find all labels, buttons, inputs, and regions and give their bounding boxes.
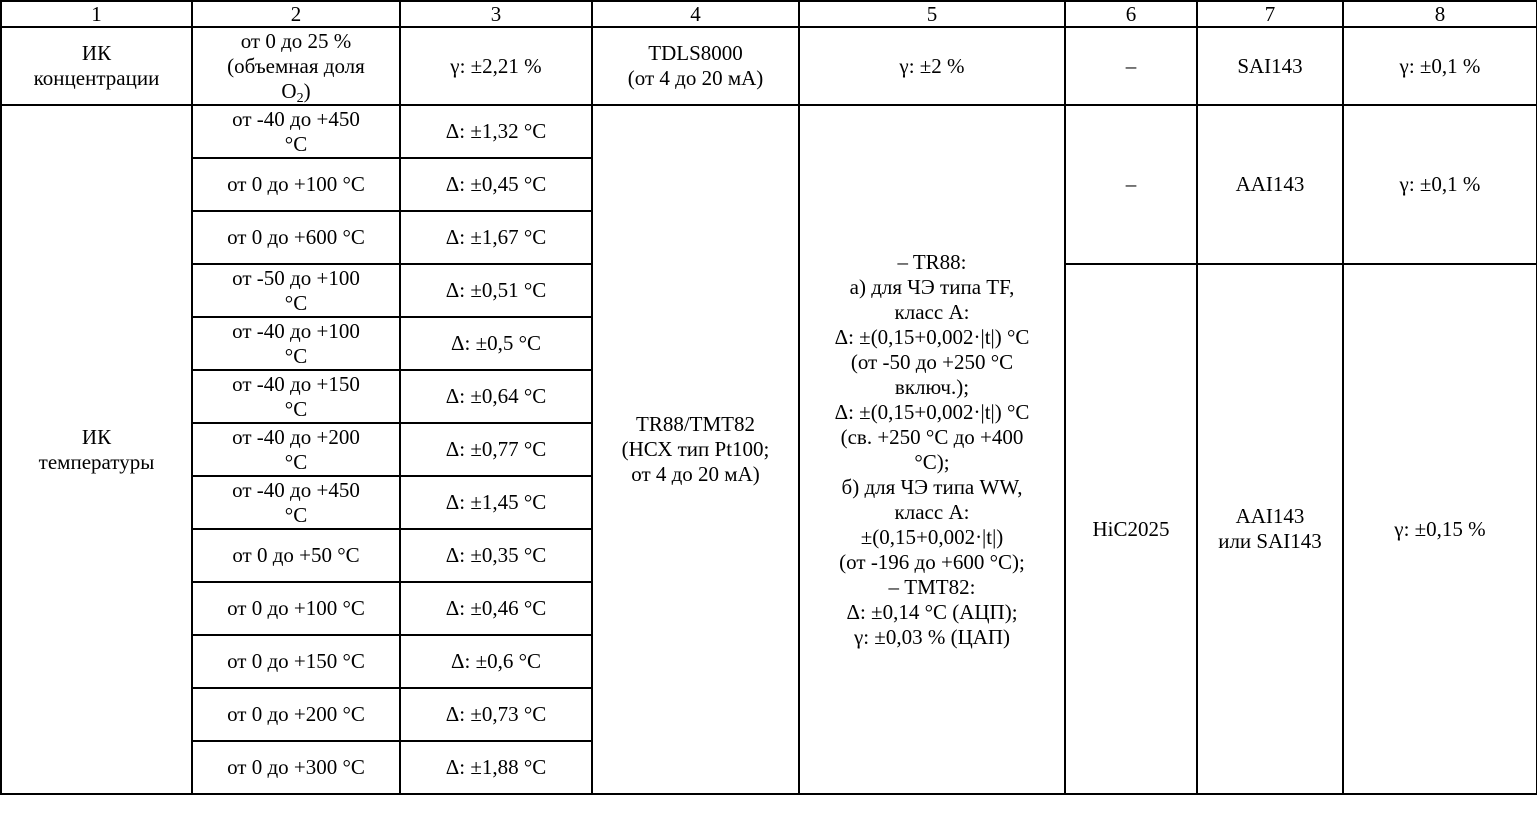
temperature-group-b-col6: HiC2025 (1065, 264, 1197, 794)
temperature-range: от -40 до +150 °C (192, 370, 400, 423)
temperature-group-b-module: AAI143 или SAI143 (1197, 264, 1343, 794)
temperature-range: от -40 до +450 °C (192, 476, 400, 529)
temperature-error: Δ: ±1,32 °C (400, 105, 592, 158)
temperature-error: Δ: ±0,6 °C (400, 635, 592, 688)
temperature-range: от 0 до +50 °C (192, 529, 400, 582)
concentration-module: SAI143 (1197, 27, 1343, 105)
concentration-range (192, 27, 400, 105)
temperature-group-b-module-error: γ: ±0,15 % (1343, 264, 1537, 794)
header-cell-3: 3 (400, 1, 592, 27)
concentration-channel-name: ИК концентрации (1, 27, 192, 105)
concentration-sensor-error: γ: ±2 % (799, 27, 1065, 105)
header-cell-4: 4 (592, 1, 799, 27)
header-cell-7: 7 (1197, 1, 1343, 27)
concentration-sensor: TDLS8000 (от 4 до 20 мА) (592, 27, 799, 105)
temperature-range: от 0 до +300 °C (192, 741, 400, 794)
temperature-sensor-error: – TR88: а) для ЧЭ типа TF, класс А: Δ: ±(0,15+0,002·|t|) °C (от -50 до +250 °C включ.); Δ: ±(0,15+0,002·|t|) °C (св. +250 °C до +400 °C); б) для ЧЭ типа WW, класс А: ±(0,15+0,002·|t|) (от -196 до +600 °C); – TMT82: Δ: ±0,14 °C (АЦП); γ: ±0,03 % (ЦАП) (799, 105, 1065, 794)
concentration-row (1, 27, 1537, 105)
temperature-range: от -40 до +200 °C (192, 423, 400, 476)
header-row (1, 1, 1537, 27)
temperature-range: от 0 до +150 °C (192, 635, 400, 688)
temperature-error: Δ: ±1,88 °C (400, 741, 592, 794)
temperature-channel-name: ИК температуры (1, 105, 192, 794)
temperature-range: от 0 до +100 °C (192, 158, 400, 211)
temperature-error: Δ: ±0,45 °C (400, 158, 592, 211)
concentration-col6: – (1065, 27, 1197, 105)
temperature-error: Δ: ±0,51 °C (400, 264, 592, 317)
temperature-range: от 0 до +200 °C (192, 688, 400, 741)
temperature-error: Δ: ±1,45 °C (400, 476, 592, 529)
header-cell-1: 1 (1, 1, 192, 27)
concentration-range-suffix: ) (303, 78, 311, 103)
header-cell-2: 2 (192, 1, 400, 27)
temperature-sensor: TR88/TMT82 (НСХ тип Pt100; от 4 до 20 мА) (592, 105, 799, 794)
header-cell-8: 8 (1343, 1, 1537, 27)
concentration-range-subscript: 2 (296, 90, 304, 105)
temperature-group-a-module: AAI143 (1197, 105, 1343, 264)
temperature-range: от -50 до +100 °C (192, 264, 400, 317)
temperature-error: Δ: ±1,67 °C (400, 211, 592, 264)
concentration-error: γ: ±2,21 % (400, 27, 592, 105)
temperature-range: от -40 до +450 °C (192, 105, 400, 158)
temperature-group-a-module-error: γ: ±0,1 % (1343, 105, 1537, 264)
temperature-range: от -40 до +100 °C (192, 317, 400, 370)
header-cell-5: 5 (799, 1, 1065, 27)
temperature-row-1 (1, 105, 1537, 158)
concentration-range-text: от 0 до 25 % (объемная доля O (227, 28, 365, 103)
temperature-range: от 0 до +600 °C (192, 211, 400, 264)
temperature-error: Δ: ±0,64 °C (400, 370, 592, 423)
concentration-module-error: γ: ±0,1 % (1343, 27, 1537, 105)
temperature-error: Δ: ±0,46 °C (400, 582, 592, 635)
temperature-error: Δ: ±0,5 °C (400, 317, 592, 370)
temperature-group-a-col6: – (1065, 105, 1197, 264)
temperature-error: Δ: ±0,35 °C (400, 529, 592, 582)
temperature-range: от 0 до +100 °C (192, 582, 400, 635)
temperature-error: Δ: ±0,77 °C (400, 423, 592, 476)
temperature-error: Δ: ±0,73 °C (400, 688, 592, 741)
header-cell-6: 6 (1065, 1, 1197, 27)
